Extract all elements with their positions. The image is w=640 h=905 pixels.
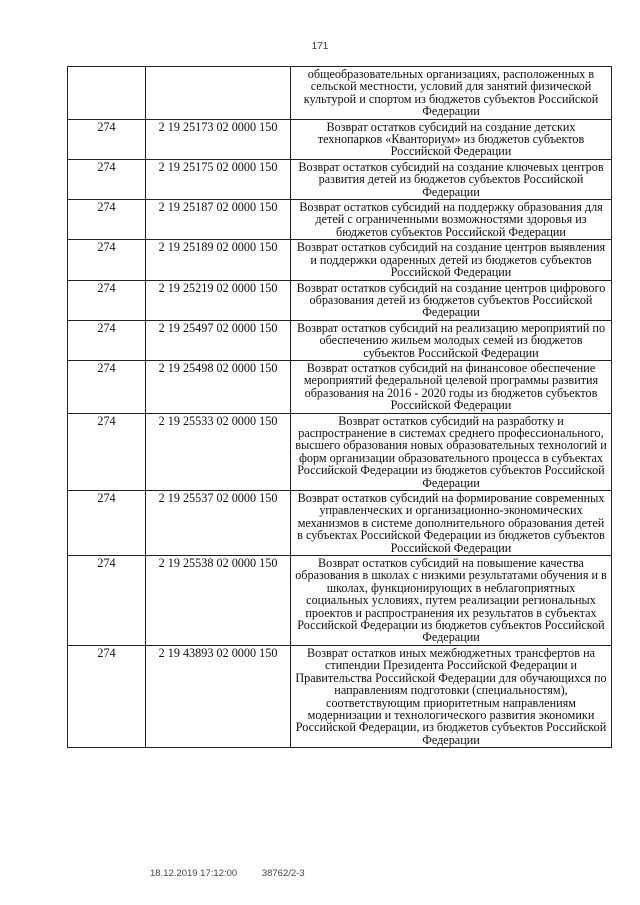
row-budget-code: 2 19 25538 02 0000 150: [146, 556, 291, 646]
table-row: [68, 320, 612, 360]
table-row: [68, 491, 612, 556]
budget-codes-table: [67, 66, 612, 748]
row-admin-code: 274: [68, 413, 146, 490]
row-description: Возврат остатков субсидий на создание центров выявления и поддержки одаренных детей из бюджетов субъектов Российской Федерации: [291, 240, 612, 280]
row-budget-code: 2 19 43893 02 0000 150: [146, 645, 291, 747]
row-description: Возврат остатков иных межбюджетных трансфертов на стипендии Президента Российской Федерации и Правительства Российской Федерации для обучающихся по направлениям подготовки (специальностям), соответствующим приоритетным направлениям модернизации и технологического развития экономики Российской Федерации, из бюджетов субъектов Российской Федерации: [291, 645, 612, 747]
row-budget-code: [146, 67, 291, 120]
table-row: [68, 645, 612, 747]
row-admin-code: 274: [68, 159, 146, 199]
row-admin-code: 274: [68, 200, 146, 240]
row-admin-code: 274: [68, 556, 146, 646]
table-row: [68, 360, 612, 413]
row-description: Возврат остатков субсидий на повышение качества образования в школах с низкими результатами обучения и в школах, функционирующих в неблагоприятных социальных условиях, путем реализации региональных проектов и распространения их результатов в субъектах Российской Федерации из бюджетов субъектов Российской Федерации: [291, 556, 612, 646]
row-admin-code: 274: [68, 645, 146, 747]
row-admin-code: 274: [68, 491, 146, 556]
row-budget-code: 2 19 25533 02 0000 150: [146, 413, 291, 490]
row-admin-code: 274: [68, 119, 146, 159]
row-admin-code: [68, 67, 146, 120]
table-row: [68, 556, 612, 646]
row-description: Возврат остатков субсидий на создание центров цифрового образования детей из бюджетов субъектов Российской Федерации: [291, 280, 612, 320]
row-budget-code: 2 19 25537 02 0000 150: [146, 491, 291, 556]
row-budget-code: 2 19 25175 02 0000 150: [146, 159, 291, 199]
row-budget-code: 2 19 25219 02 0000 150: [146, 280, 291, 320]
row-description: Возврат остатков субсидий на разработку и распространение в системах среднего профессионального, высшего образования новых образовательных технологий и форм организации образовательного процесса в субъектах Российской Федерации из бюджетов субъектов Российской Федерации: [291, 413, 612, 490]
row-budget-code: 2 19 25173 02 0000 150: [146, 119, 291, 159]
row-admin-code: 274: [68, 240, 146, 280]
row-admin-code: 274: [68, 280, 146, 320]
table-row: [68, 159, 612, 199]
footer-document-id: 38762/2-3: [261, 868, 305, 879]
table-row: [68, 119, 612, 159]
document-footer: [150, 868, 327, 879]
row-budget-code: 2 19 25187 02 0000 150: [146, 200, 291, 240]
row-description: Возврат остатков субсидий на формирование современных управленческих и организационно-экономических механизмов в системе дополнительного образования детей в субъектах Российской Федерации из бюджетов субъектов Российской Федерации: [291, 491, 612, 556]
table-row: [68, 413, 612, 490]
row-budget-code: 2 19 25497 02 0000 150: [146, 320, 291, 360]
row-budget-code: 2 19 25189 02 0000 150: [146, 240, 291, 280]
row-description: Возврат остатков субсидий на создание ключевых центров развития детей из бюджетов субъектов Российской Федерации: [291, 159, 612, 199]
table-row: [68, 67, 612, 120]
row-admin-code: 274: [68, 360, 146, 413]
row-description: Возврат остатков субсидий на создание детских технопарков «Кванториум» из бюджетов субъектов Российской Федерации: [291, 119, 612, 159]
row-description: Возврат остатков субсидий на поддержку образования для детей с ограниченными возможностями здоровья из бюджетов субъектов Российской Федерации: [291, 200, 612, 240]
page-number: 171: [311, 41, 329, 52]
footer-timestamp: 18.12.2019 17:12:00: [150, 868, 238, 879]
row-description: Возврат остатков субсидий на финансовое обеспечение мероприятий федеральной целевой программы развития образования на 2016 - 2020 годы из бюджетов субъектов Российской Федерации: [291, 360, 612, 413]
table-row: [68, 240, 612, 280]
row-budget-code: 2 19 25498 02 0000 150: [146, 360, 291, 413]
row-description: Возврат остатков субсидий на реализацию мероприятий по обеспечению жильем молодых семей из бюджетов субъектов Российской Федерации: [291, 320, 612, 360]
table-row: [68, 200, 612, 240]
row-description: общеобразовательных организациях, расположенных в сельской местности, условий для занятий физической культурой и спортом из бюджетов субъектов Российской Федерации: [291, 67, 612, 120]
table-row: [68, 280, 612, 320]
table-body: [68, 67, 612, 748]
row-admin-code: 274: [68, 320, 146, 360]
